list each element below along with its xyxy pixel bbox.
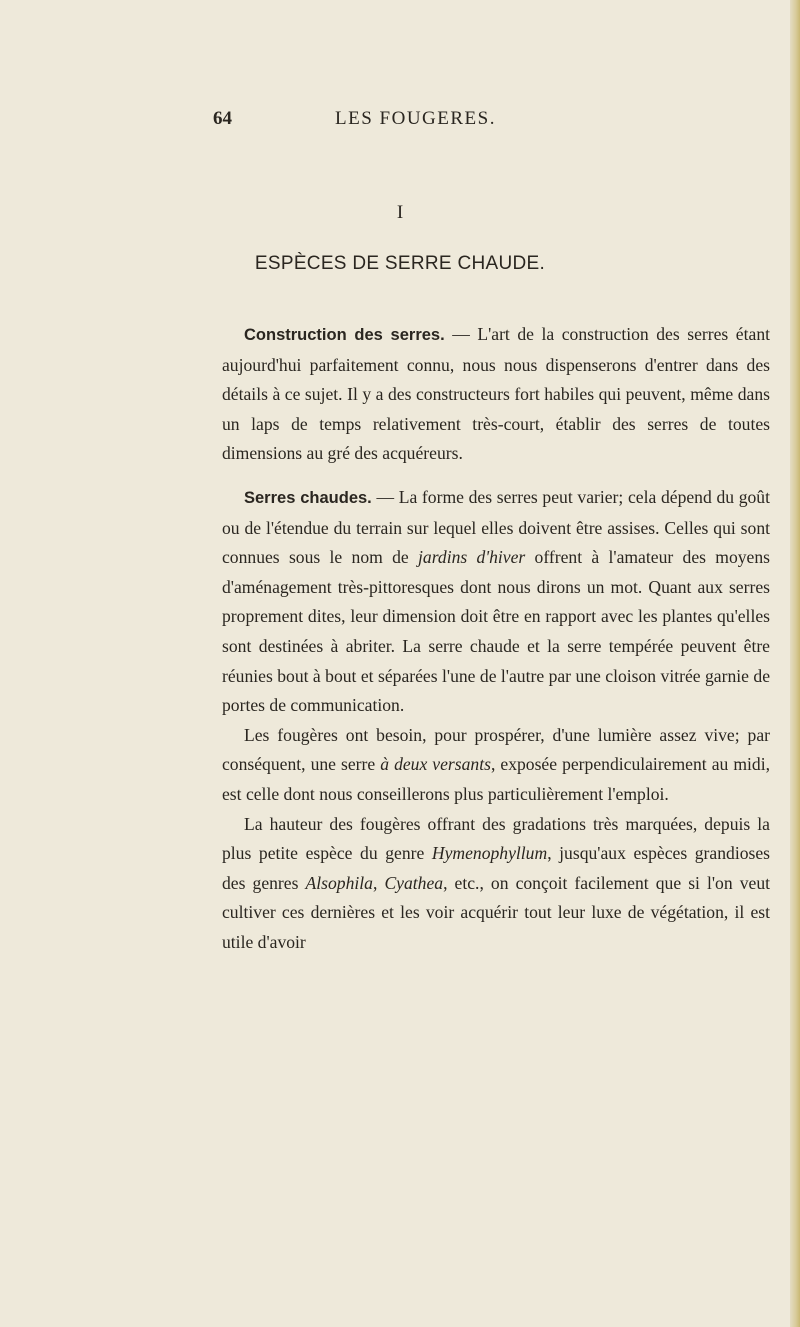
- paragraph-construction: [222, 320, 770, 469]
- paragraph-text: ,: [372, 872, 385, 893]
- italic-genus: Alsophila: [305, 872, 373, 893]
- paragraph-text: La hauteur des fougères offrant des gradations très marquées, depuis la plus petite espèce du genre: [222, 813, 770, 864]
- paragraph-text: — L'art de la construction des serres étant aujourd'hui parfaitement connu, nous nous dispenserons d'entrer dans des détails à ce sujet. Il y a des constructeurs fort habiles qui peuvent, même dans un laps de temps relativement très-court, établir des serres de toutes dimensions au gré des acquéreurs.: [222, 324, 770, 464]
- paragraph-lumiere: [222, 721, 770, 810]
- paragraph-serres-chaudes: [222, 483, 770, 721]
- paragraph-text: — La forme des serres peut varier; cela dépend du goût ou de l'étendue du terrain sur lequel elles doivent être assises. Celles qui sont connues sous le nom de: [222, 486, 770, 568]
- paragraph-text: , jusqu'aux espèces grandioses des genres: [222, 843, 771, 893]
- paragraph-text: Les fougères ont besoin, pour prospérer, d'une lumière assez vive; par conséquent, une serre: [222, 724, 770, 775]
- paragraph-text: , exposée perpendiculairement au midi, est celle dont nous conseillerons plus particulièrement l'emploi.: [222, 754, 770, 804]
- italic-genus: Cyathea: [384, 872, 444, 893]
- paragraph-text: offrent à l'amateur des moyens d'aménagement très-pittoresques dont nous dirons un mot. Quant aux serres proprement dites, leur dimension doit être en rapport avec les plantes qu'elles sont destinées à abriter. La serre chaude et la serre tempérée peuvent être réunies bout à bout et séparées l'une de l'autre par une cloison vitrée garnie de portes de communication.: [222, 547, 771, 716]
- section-heading-serres-chaudes: Serres chaudes.: [244, 488, 372, 507]
- running-title: LES FOUGERES.: [335, 108, 496, 129]
- page-number: 64: [213, 108, 232, 129]
- chapter-number: I: [396, 202, 404, 223]
- italic-genus: Hymenophyllum: [431, 843, 548, 864]
- chapter-title: ESPÈCES DE SERRE CHAUDE.: [254, 253, 546, 274]
- paragraph-hauteur: [222, 810, 770, 958]
- body-text: [222, 320, 770, 957]
- section-heading-construction: Construction des serres.: [244, 326, 445, 344]
- page-edge: [790, 0, 800, 1327]
- italic-term: à deux versants: [380, 754, 491, 775]
- paragraph-text: , etc., on conçoit facilement que si l'on veut cultiver ces dernières et les voir acquérir tout leur luxe de végétation, il est utile d'avoir: [222, 872, 771, 952]
- page-header: [0, 108, 800, 138]
- italic-term: jardins d'hiver: [418, 547, 526, 568]
